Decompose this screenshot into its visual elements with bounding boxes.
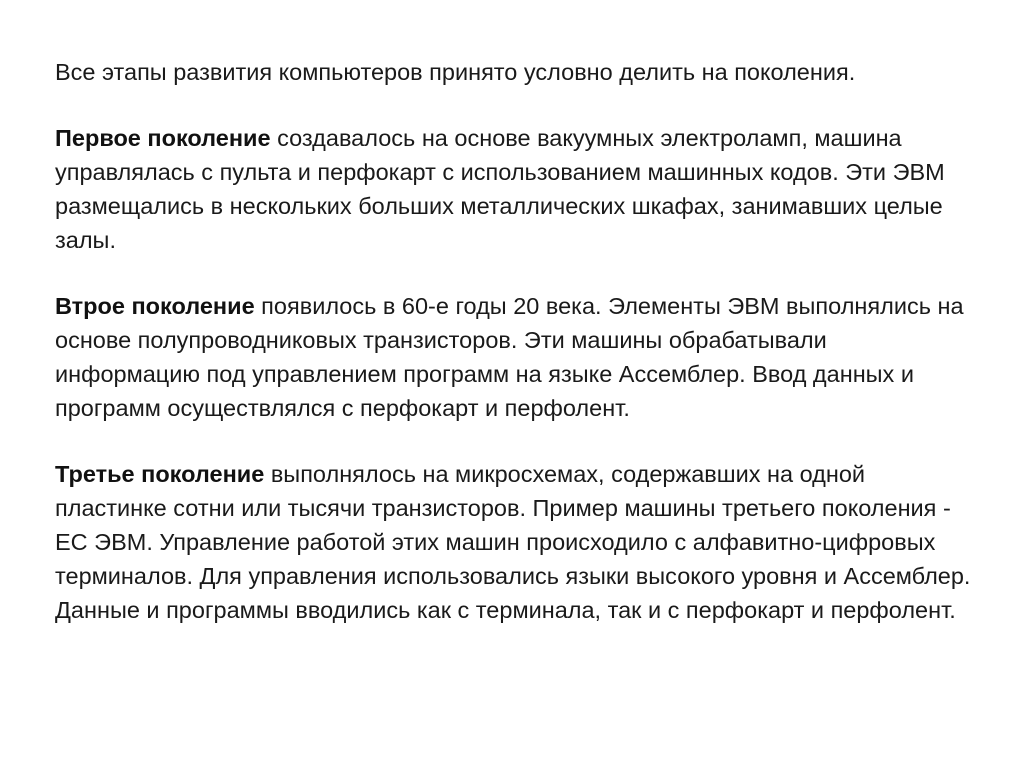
generation-3-heading: Третье поколение: [55, 461, 265, 487]
text-block: [55, 55, 975, 659]
generation-1-text: создавалось на основе вакуумных электроламп, машина управлялась с пульта и перфокарт с использованием машинных кодов. Эти ЭВМ размещались в нескольких больших металлических шкафах, занимавших целые залы.: [55, 125, 945, 253]
generation-1-heading: Первое поколение: [55, 125, 271, 151]
generation-2-paragraph: [55, 289, 975, 425]
generation-3-text: выполнялось на микросхемах, содержавших на одной пластинке сотни или тысячи транзисторов. Пример машины третьего поколения - ЕС ЭВМ. Управление работой этих машин происходило с алфавитно-цифровых терминалов. Для управления использовались языки высокого уровня и Ассемблер. Данные и программы вводились как с терминала, так и с перфокарт и перфолент.: [55, 461, 971, 623]
generation-2-heading: Втрое поколение: [55, 293, 255, 319]
intro-paragraph: Все этапы развития компьютеров принято условно делить на поколения.: [55, 59, 856, 85]
generation-3-paragraph: [55, 457, 975, 627]
generation-2-text: появилось в 60-е годы 20 века. Элементы ЭВМ выполнялись на основе полупроводниковых транзисторов. Эти машины обрабатывали информацию под управлением программ на языке Ассемблер. Ввод данных и программ осуществлялся с перфокарт и перфолент.: [55, 293, 964, 421]
generation-1-paragraph: [55, 121, 975, 257]
